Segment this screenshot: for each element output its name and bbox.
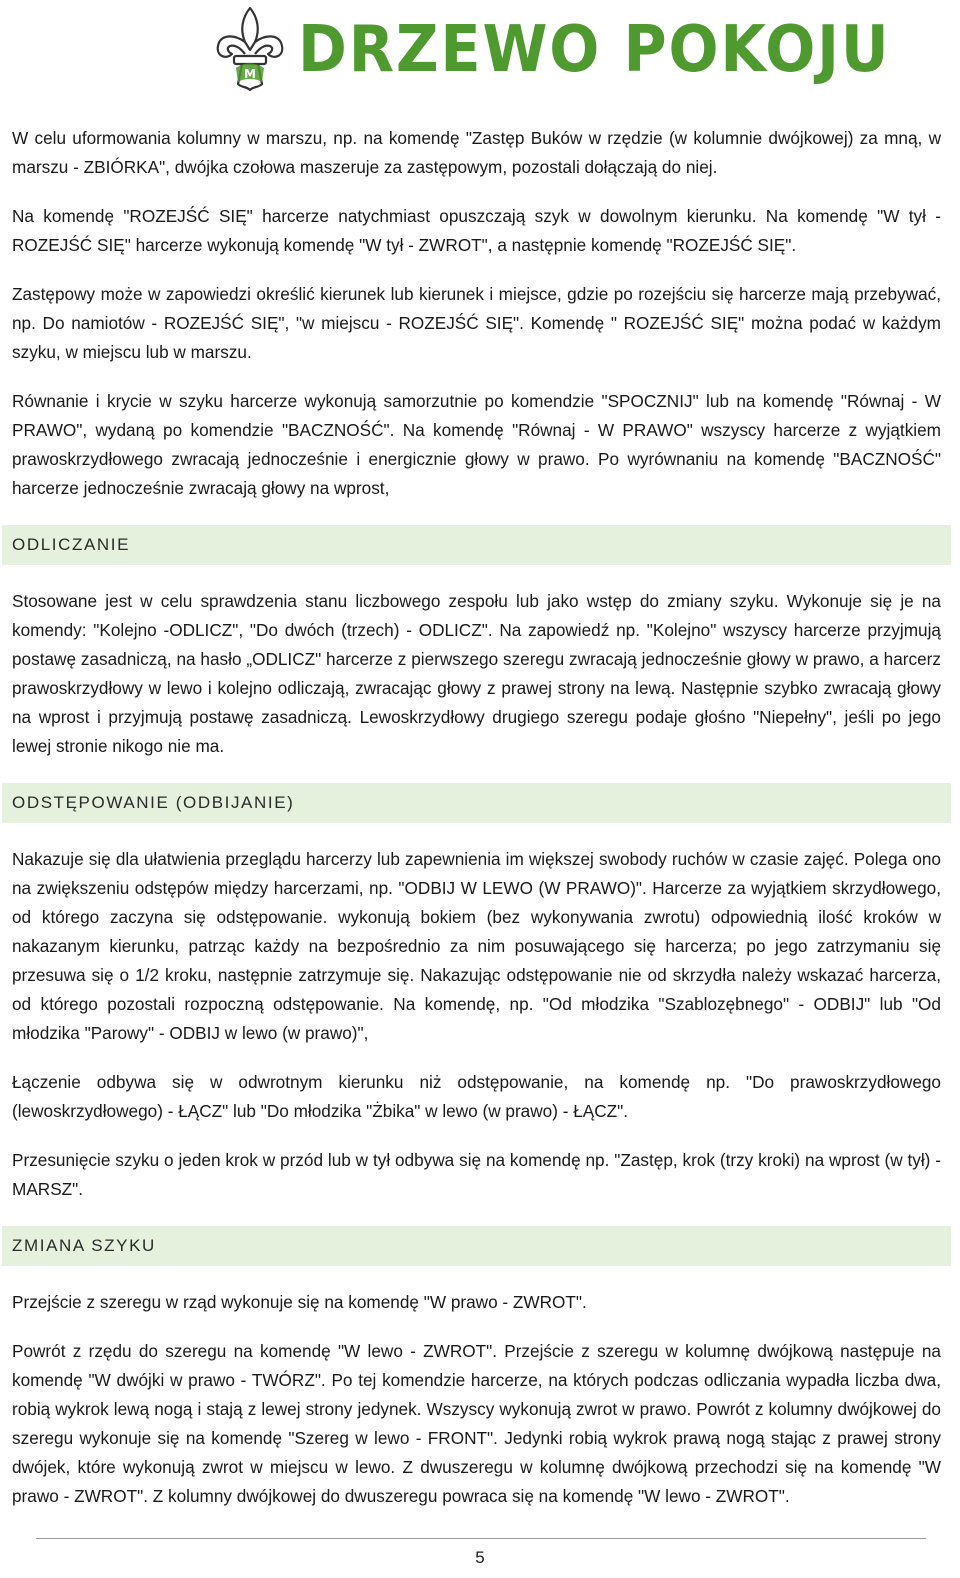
footer-divider (36, 1538, 926, 1539)
document-body (12, 124, 941, 1511)
section-header-zmiana-szyku (2, 1226, 951, 1266)
paragraph: Powrót z rzędu do szeregu na komendę "W lewo - ZWROT". Przejście z szeregu w kolumnę dwójkową następuje na komendę "W dwójki w prawo - TWÓRZ". Po tej komendzie harcerze, na których podczas odliczania wypadła liczba dwa, robią wykrok lewą nogą i stają z lewej strony jedynek. Wszyscy wykonują zwrot w prawo. Powrót z kolumny dwójkowej do szeregu wykonuje się na komendę "Szereg w lewo - FRONT". Jedynki robią wykrok prawą nogą stając z prawej strony dwójek, które wykonują zwrot w miejscu w lewo. Z dwuszeregu w kolumnę dwójkową przechodzi się na komendę "W prawo - ZWROT". Z kolumny dwójkowej do dwuszeregu powraca się na komendę "W lewo - ZWROT". (12, 1341, 941, 1506)
logo-text: DRZEWO POKOJU (297, 13, 891, 87)
paragraph: Łączenie odbywa się w odwrotnym kierunku niż odstępowanie, na komendę np. "Do prawoskrzydłowego (lewoskrzydłowego) - ŁĄCZ" lub "Do młodzika "Żbika" w lewo (w prawo) - ŁĄCZ". (12, 1072, 941, 1121)
section-title: ZMIANA SZYKU (12, 1236, 156, 1255)
header (212, 0, 942, 100)
paragraph: W celu uformowania kolumny w marszu, np. na komendę "Zastęp Buków w rzędzie (w kolumnie dwójkowej) za mną, w marszu - ZBIÓRKA", dwójka czołowa maszeruje za zastępowym, pozostali dołączają do niej. (12, 128, 941, 177)
section-header-odstepowanie (2, 783, 951, 823)
paragraph: Stosowane jest w celu sprawdzenia stanu liczbowego zespołu lub jako wstęp do zmiany szyku. Wykonuje się je na komendy: "Kolejno -ODLICZ", "Do dwóch (trzech) - ODLICZ". Na zapowiedź np. "Kolejno" wszyscy harcerze przyjmują postawę zasadniczą, na hasło „ODLICZ" harcerze z pierwszego szeregu zwracają jednocześnie głowy w prawo, a harcerz prawoskrzydłowy w lewo i kolejno odliczają, zwracając głowy z prawej strony na lewą. Następnie szybko zwracają głowy na wprost i przyjmują postawę zasadniczą. Lewoskrzydłowy drugiego szeregu podaje głośno "Niepełny", jeśli po jego lewej stronie nikogo nie ma. (12, 591, 941, 756)
page-number: 5 (475, 1548, 485, 1567)
paragraph: Zastępowy może w zapowiedzi określić kierunek lub kierunek i miejsce, gdzie po rozejściu się harcerze mają przebywać, np. Do namiotów - ROZEJŚĆ SIĘ", "w miejscu - ROZEJŚĆ SIĘ". Komendę " ROZEJŚĆ SIĘ" można podać w każdym szyku, w miejscu lub w marszu. (12, 284, 941, 362)
section-title: ODLICZANIE (12, 535, 131, 554)
paragraph: Równanie i krycie w szyku harcerze wykonują samorzutnie po komendzie "SPOCZNIJ" lub na komendę "Równaj - W PRAWO", wydaną po komendzie "BACZNOŚĆ". Na komendę "Równaj - W PRAWO" wszyscy harcerze z wyjątkiem prawoskrzydłowego zwracają jednocześnie i energicznie głowy w prawo. Po wyrównaniu na komendę "BACZNOŚĆ" harcerze jednocześnie zwracają głowy na wprost, (12, 391, 941, 498)
emblem-letter: M (243, 67, 256, 81)
section-header-odliczanie (2, 525, 951, 565)
paragraph: Przejście z szeregu w rząd wykonuje się na komendę "W prawo - ZWROT". (12, 1292, 587, 1312)
paragraph: Na komendę "ROZEJŚĆ SIĘ" harcerze natychmiast opuszczają szyk w dowolnym kierunku. Na komendę "W tył - ROZEJŚĆ SIĘ" harcerze wykonują komendę "W tył - ZWROT", a następnie komendę "ROZEJŚĆ SIĘ". (12, 206, 941, 255)
section-title: ODSTĘPOWANIE (ODBIJANIE) (12, 793, 295, 812)
paragraph: Przesunięcie szyku o jeden krok w przód lub w tył odbywa się na komendę np. "Zastęp, krok (trzy kroki) na wprost (w tył) - MARSZ". (12, 1150, 941, 1199)
scout-lily-emblem-icon (212, 4, 288, 96)
paragraph: Nakazuje się dla ułatwienia przeglądu harcerzy lub zapewnienia im większej swobody ruchów w czasie zajęć. Polega ono na zwiększeniu odstępów między harcerzami, np. "ODBIJ W LEWO (W PRAWO)". Harcerze za wyjątkiem skrzydłowego, od którego zaczyna się odstępowanie. wykonują bokiem (bez wykonywania zwrotu) odpowiednią ilość kroków w nakazanym kierunku, patrząc każdy na bezpośrednio za nim posuwającego się harcerza; po jego zatrzymaniu się przesuwa się o 1/2 kroku, następnie zatrzymuje się. Nakazując odstępowanie nie od skrzydła należy wskazać harcerza, od którego pozostali rozpoczną odstępowanie. Na komendę, np. "Od młodzika "Szablozębnego" - ODBIJ" lub "Od młodzika "Parowy" - ODBIJ w lewo (w prawo)", (12, 849, 941, 1043)
